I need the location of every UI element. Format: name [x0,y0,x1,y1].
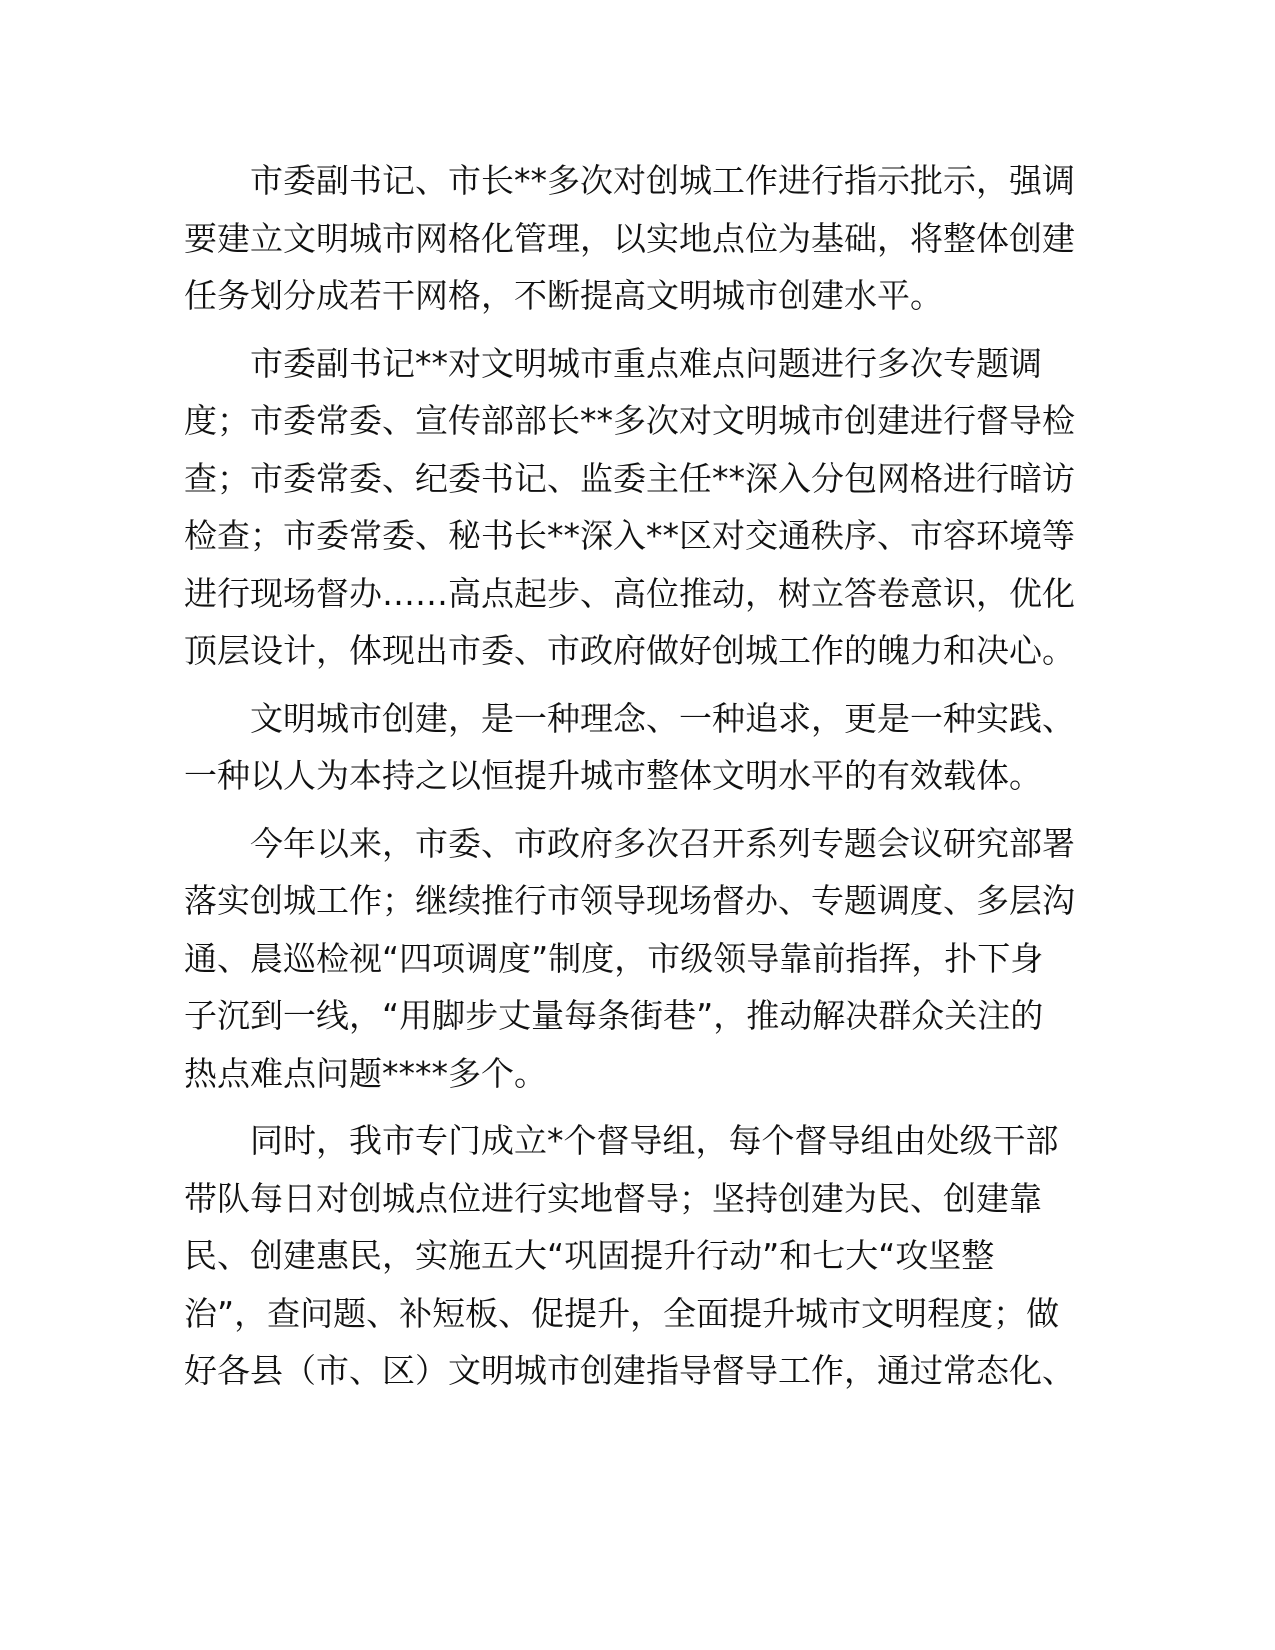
paragraph-line: 治”，查问题、补短板、促提升，全面提升城市文明程度；做 [184,1293,1060,1333]
paragraph-line: 民、创建惠民，实施五大“巩固提升行动”和七大“攻坚整 [184,1236,995,1275]
paragraph-line: 市委副书记**对文明城市重点难点问题进行多次专题调 [250,343,1042,383]
paragraph-2 [184,335,1074,680]
paragraph-line: 任务划分成若干网格，不断提高文明城市创建水平。 [184,276,943,315]
paragraph-line: 同时，我市专门成立*个督导组，每个督导组由处级干部 [250,1121,1059,1160]
paragraph-line: 热点难点问题****多个。 [184,1053,547,1093]
paragraph-line: 检查；市委常委、秘书长**深入**区对交通秩序、市容环境等 [184,516,1075,555]
paragraph-line: 今年以来，市委、市政府多次召开系列专题会议研究部署 [250,823,1075,863]
paragraph-line: 带队每日对创城点位进行实地督导；坚持创建为民、创建靠 [184,1178,1042,1218]
paragraph-3 [184,690,1074,805]
paragraph-line: 一种以人为本持之以恒提升城市整体文明水平的有效载体。 [184,756,1042,795]
paragraph-line: 要建立文明城市网格化管理，以实地点位为基础，将整体创建 [184,218,1075,258]
paragraph-line: 落实创城工作；继续推行市领导现场督办、专题调度、多层沟 [184,881,1075,920]
paragraph-line: 通、晨巡检视“四项调度”制度，市级领导靠前指挥，扑下身 [184,938,1044,978]
paragraph-line: 子沉到一线，“用脚步丈量每条街巷”，推动解决群众关注的 [184,996,1044,1035]
paragraph-line: 进行现场督办……高点起步、高位推动，树立答卷意识，优化 [184,573,1075,613]
paragraph-line: 好各县（市、区）文明城市创建指导督导工作，通过常态化、 [184,1351,1075,1390]
paragraph-5 [184,1112,1074,1400]
document-body [184,152,1074,1400]
paragraph-line: 文明城市创建，是一种理念、一种追求，更是一种实践、 [250,698,1075,738]
paragraph-line: 查；市委常委、纪委书记、监委主任**深入分包网格进行暗访 [184,458,1075,498]
paragraph-1 [184,152,1074,325]
paragraph-4 [184,815,1074,1103]
paragraph-line: 市委副书记、市长**多次对创城工作进行指示批示，强调 [250,161,1075,200]
paragraph-line: 顶层设计，体现出市委、市政府做好创城工作的魄力和决心。 [184,631,1075,670]
paragraph-line: 度；市委常委、宣传部部长**多次对文明城市创建进行督导检 [184,401,1075,440]
